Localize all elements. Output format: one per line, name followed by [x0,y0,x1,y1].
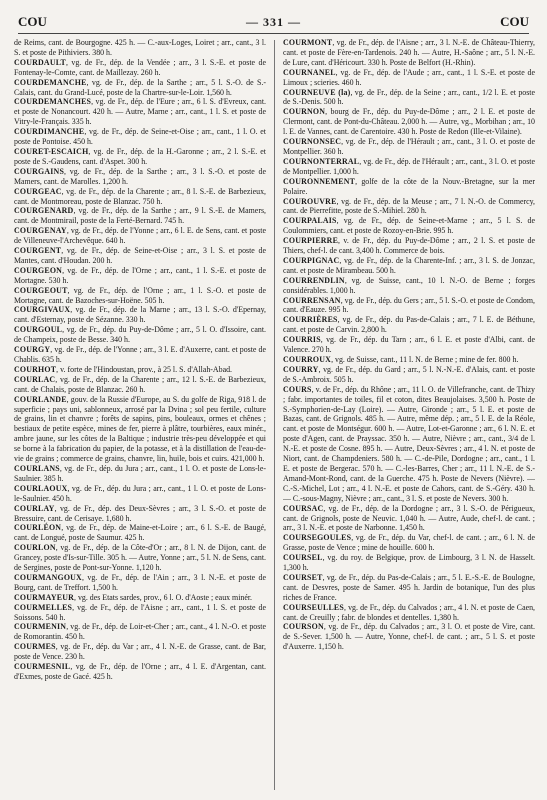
entry-text: , vg. de Fr., dép. de l'Aisne ; arr., cant., 1 l. S. et poste de Soissons. 540 h. [14,602,266,622]
dictionary-columns [14,38,535,792]
entry-text: , vg. de Fr., dép. de la Vendée ; arr., 3 l. S.-E. et poste de Fontenay-le-Comte, cant. de Maillezay. 260 h. [14,57,266,77]
entry-headword: COURLANS [14,463,60,473]
entry-text: , v. de Fr., dép. du Rhône ; arr., 11 l. O. de Villefranche, cant. de Thizy ; fabr. importantes de toiles, fil et coton, dites Beaujolaises. 3,500 h. Poste de S.-Symphorien-de-Lay (Loire). — Autre, Gironde ; arr., 5 l. E. et poste de Bazas, cant. de Grignols. 485 h. — Autre, même dép. ; arr., 5 l. E. de la Réole, cant. et poste de Montségur. 600 h. — Autre, Lot-et-Garonne ; arr., 6 l. N. E. et poste d'Agen, cant. de Prayssac. 350 h. — Autre, Nièvre ; arr., cant., 3/4 de l. N.-E. et poste de Cosne. 895 h. — Autre, Deux-Sèvres ; arr., 4 l. N. et poste de Niort, cant. de Champdeniers. 580 h. — C.-de-Pile, Dordogne ; arr., cant., 1 l. E. et poste de Bergerac. 570 h. — C.-les-Barres, Cher ; arr., 11 l. N.-E. de S.-Amand-Mont-Rond, cant. de la Guerche. 475 h. Poste de Nevers (Nièvre). — C.-S.-Michel, Lot ; arr., 4 l. N.-E. et poste de Cahors, cant. de S.-Géry. 430 h. — C.-sous-Magny, Nièvre ; arr., cant., 3 l. S. et poste de Nevers. 300 h. [283,384,535,503]
entry-text: , vg. de Fr., dép. de l'Aisne ; arr., 3 l. N.-E. de Château-Thierry, cant. et poste de Fère-en-Tardenois. 240 h. — Autre, H.-Saône ; arr., 5 l. N.-E. de Lure, cant. d'Héricourt. 330 h. Poste de Belfort (H.-Rhin). [283,38,535,67]
entry-headword: COURLON [14,543,56,553]
entry-text: , vg. de Fr., dép. de l'Ain ; arr., 3 l. N.-E. et poste de Bourg, cant. de Treffort. 1,500 h. [14,572,266,592]
entry-text: , vg. de Fr., dép. de Seine-et-Oise ; arr., cant., 1 l. O. et poste de Pontoise. 450 h. [14,127,266,147]
entry-text: , vg. de Fr., dép. du Jura ; arr., cant., 1 l. O. et poste de Lons-le-Saulnier. 385 h. [14,463,266,483]
entry-headword: COURET-ESCAICH [14,146,89,156]
entry-text: , vg. de Fr., dép. de la Charente ; arr., 8 l. S.-E. de Barbezieux, cant. de Montmoreau, poste de Blanzac. 750 h. [14,186,266,206]
entry-headword: COURNON [283,107,326,117]
dictionary-entry [14,286,266,306]
dictionary-entry [14,375,266,395]
dictionary-entry [14,127,266,147]
entry-text: , vg. de Fr., dép. de la Charente-Inf. ; arr., 3 l. S. de Jonzac, cant. et poste de Mirambeau. 500 h. [283,255,535,275]
entry-headword: COURDEMANCHES [14,97,92,107]
dictionary-entry [14,523,266,543]
entry-text: , bourg de Fr., dép. du Puy-de-Dôme ; arr., 2 l. E. et poste de Clermont, cant. de Pont-du-Château. 2,000 h. — Autre, vg., Morbihan ; arr., 10 l. E. de Vannes, cant. de Carentoire. 430 h. Poste de Redon (Ille-et-Vilaine). [283,107,535,137]
dictionary-entry [14,246,266,266]
entry-text: , vg. de Fr., dép. de la Sarthe ; arr., 3 l. S.-O. et poste de Mamers, cant. de Marolles. 1,200 h. [14,166,266,186]
entry-headword: COURPIGNAC [283,255,340,265]
entry-headword: COURMELLES [14,602,73,612]
entry-headword: COURS [283,384,312,394]
entry-headword: COURMENIN [14,622,67,632]
entry-headword: COURDAULT [14,57,66,67]
dictionary-entry [283,276,535,296]
dictionary-entry [283,38,535,68]
entry-text: , vg. de Fr., dép. de l'Hérault ; arr., cant., 3 l. O. et poste de Montpellier. 360 h. [283,137,535,156]
entry-headword: COURSET [283,572,323,582]
dictionary-entry [283,355,535,365]
dictionary-entry [283,177,535,197]
dictionary-entry [14,187,266,207]
entry-headword: COURLAC [14,374,56,384]
entry-headword: COUROUVRE [283,196,337,206]
entry-text: , vg. de Fr., dép. du Var, chef-l. de cant. ; arr., 6 l. N. de Grasse, poste de Vence ; mine de houille. 600 h. [283,533,535,553]
dictionary-entry [14,147,266,167]
dictionary-entry [14,642,266,662]
dictionary-entry [283,622,535,652]
entry-text: , vg. de Suisse, cant., 11 l. N. de Berne ; mine de fer. 800 h. [331,355,519,364]
dictionary-entry [14,266,266,286]
entry-headword: COURGAINS [14,166,65,176]
entry-headword: COURRY [283,364,319,374]
entry-text: , vg. de Fr., dép. de l'Orne ; arr., 1 l. S.-O. et poste de Mortagne, cant. de Bazoches-sur-Hoëne. 505 h. [14,285,266,305]
entry-text: , vg. de Fr., dép. de la Sarthe ; arr., 9 l. S.-E. de Mamers, cant. de Montmirail, poste de la Ferté-Bernard. 745 h. [14,206,266,226]
dictionary-entry [14,504,266,524]
dictionary-entry [14,325,266,345]
dictionary-entry [283,68,535,88]
dictionary-entry [14,662,266,682]
entry-text: , vg. de Fr., dép. de la Sarthe ; arr., 5 l. S.-O. de S.-Calais, cant. du Grand-Lucé, poste de la Chartre-sur-le-Loir. 1,560 h. [14,77,266,97]
entry-text: , vg. de Fr., dép. de la Seine ; arr., cant., 1/2 l. E. et poste de S.-Denis. 500 h. [283,87,535,107]
running-head-left: COU [18,14,47,29]
entry-headword: COURMAYEUR [14,592,75,602]
entry-text: , gouv. de la Russie d'Europe, au S. du golfe de Riga, 918 l. de superficie ; pays uni, sablonneux, arrosé par la Dvina ; sol peu fertile, culture de grains, lin et chanvre ; forêts de sapins, pins, bouleaux, ormes et chênes ; bestiaux de petite espèce, mines de fer, pierre à plâtre, tourbières, eaux minér., ambre jaune, sur les côtes de la Baltique ; industrie très-peu développée et qui se borne à la fabrication du papier, de la potasse, et à la distillation de l'eau-de-vie de grains ; commerce de grains, chanvre, lin, huile, bois et cuirs. 421,000 h. [14,394,266,464]
entry-headword: COURRENSAN [283,295,341,305]
dictionary-entry [14,593,266,603]
dictionary-entry [14,464,266,484]
entry-headword: COURONNEMENT [283,176,356,186]
entry-text: , vg. de Fr., dép. de l'Yonne ; arr., 3 l. E. d'Auxerre, cant. et poste de Chablis. 635 h. [14,345,266,364]
entry-headword: COURGIVAUX [14,305,71,315]
entry-text: , vg. de Fr., dép. de Maine-et-Loire ; arr., 6 l. S.-E. de Baugé, cant. de Longué, poste de Saumur. 425 h. [14,523,266,543]
dictionary-entry [14,226,266,246]
dictionary-entry [14,484,266,504]
entry-text: , vg. de Fr., dép. de Seine-et-Marne ; arr., 5 l. S. de Coulommiers, cant. et poste de Rozoy-en-Brie. 995 h. [283,216,535,236]
entry-text: , vg. de Fr., dép. de la Meuse ; arr., 7 l. N.-O. de Commercy, cant. de Pierrefitte, poste de S.-Mihiel. 280 h. [283,196,535,216]
entry-headword: COURLAOUX [14,483,68,493]
entry-text: , vg. de Fr., dép. du Calvados ; arr., 4 l. N. et poste de Caen, cant. de Creuilly ; fabr. de blondes et dentelles. 1,380 h. [283,602,535,622]
header-rule [18,33,529,34]
dictionary-entry [283,256,535,276]
entry-text: de Reims, cant. de Bourgogne. 425 h. — C.-aux-Loges, Loiret ; arr., cant., 3 l. S. et poste de Pithiviers. 380 h. [14,38,266,57]
dictionary-entry [283,88,535,108]
entry-headword: COURGEAC [14,186,62,196]
entry-text: , vg. de Fr., dép. de l'Aude ; arr., cant., 1 l. S.-E. et poste de Limoux ; scieries. 460 h. [283,67,535,87]
entry-text: , vg. de Fr., dép. de Seine-et-Oise ; arr., 3 l. S. et poste de Mantes, cant. d'Houdan. 200 h. [14,246,266,265]
entry-text: , vg. de Fr., dép. du Pas-de-Calais ; arr., 5 l. E.-S.-E. de Boulogne, cant. de Desvres, poste de Samer. 495 h. Jardin de botanique, l'un des plus riches de France. [283,572,535,602]
entry-headword: COURSEULLES [283,602,344,612]
entry-headword: COURMES [14,642,56,652]
column-divider [274,40,275,790]
entry-headword: COURSON [283,622,324,632]
entry-text: , golfe de la côte de la Nouv.-Bretagne, sur la mer Polaire. [283,176,535,196]
entry-headword: COURDIMANCHE [14,127,85,137]
entry-text: , vg. de Fr., dép. de la Marne ; arr., 13 l. S.-O. d'Epernay, cant. d'Esternay, poste de Sézanne. 330 h. [14,305,266,325]
dictionary-entry [283,365,535,385]
entry-headword: COURDEMANCHE [14,77,87,87]
dictionary-entry [14,573,266,593]
dictionary-entry [283,385,535,504]
dictionary-entry [283,553,535,573]
dictionary-entry [14,58,266,78]
entry-text: , vg. de Fr., dép. de l'Yonne ; arr., 6 l. E. de Sens, cant. et poste de Villeneuve-l'Archevêque. 640 h. [14,226,266,246]
entry-headword: COURMONT [283,38,333,47]
dictionary-entry [283,197,535,217]
dictionary-entry [14,206,266,226]
entry-headword: COURNANEL [283,67,336,77]
dictionary-entry [14,622,266,642]
entry-text: , vg. de Fr., dép. du Gard ; arr., 5 l. N.-N.-E. d'Alais, cant. et poste de S.-Ambroix. 505 h. [283,364,535,384]
right-column [283,38,535,792]
entry-text: , vg. de Fr., dép. de l'Hérault ; arr., cant., 3 l. O. et poste de Montpellier. 1,000 h. [283,156,535,176]
entry-headword: COURHOT [14,364,57,374]
dictionary-entry [283,107,535,137]
dictionary-entry [14,78,266,98]
entry-headword: COURMANGOUX [14,572,82,582]
entry-text: , vg. de Suisse, cant., 10 l. N.-O. de Berne ; forges considérables. 1,000 h. [283,275,535,295]
entry-text: , vg. du roy. de Belgique, prov. de Limbourg, 3 l. N. de Hasselt. 1,300 h. [283,553,535,573]
entry-text: , vg. de Fr., dép. du Tarn ; arr., 6 l. E. et poste d'Albi, cant. de Valence. 270 h. [283,335,535,355]
dictionary-entry [14,603,266,623]
entry-headword: COURNONTERRAL [283,156,360,166]
dictionary-entry [283,603,535,623]
dictionary-entry [283,315,535,335]
dictionary-entry [14,345,266,365]
entry-headword: COURPALAIS [283,216,337,226]
left-column [14,38,266,792]
entry-text: , vg. de Fr., dép. de l'Eure ; arr., 6 l. S. d'Evreux, cant. et poste de Nonancourt. 420 h. — Autre, Marne ; arr., cant., 1 l. S. et poste de Vitry-le-Français. 335 h. [14,97,266,127]
entry-text: , v. forte de l'Hindoustan, prov., à 25 l. S. d'Allah-Abad. [56,364,232,374]
entry-text: , vg. de Fr., dép. du Calvados ; arr., 3 l. O. et poste de Vire, cant. de S.-Sever. 1,500 h. — Autre, Yonne, chef-l. de cant. ; arr., 5 l. S. et poste d'Auxerre. 1,150 h. [283,622,535,652]
entry-text: , vg. de Fr., dép. du Jura ; arr., cant., 1 l. O. et poste de Lons-le-Saulnier. 450 h. [14,483,266,503]
dictionary-entry [14,167,266,187]
entry-headword: COURGENT [14,246,62,256]
entry-headword: COURRIS [283,335,321,345]
dictionary-entry [14,97,266,127]
entry-text: , vg. de Fr., dép. de la Charente ; arr., 12 l. S.-E. de Barbezieux, cant. de Chalais, poste de Blanzac. 260 h. [14,374,266,394]
entry-headword: COURGOUL [14,325,63,335]
entry-headword: COURGENARD [14,206,74,216]
entry-headword: COURRIÈRES [283,315,338,325]
dictionary-entry [14,38,266,58]
dictionary-entry [283,137,535,157]
entry-text: , vg. de Fr., dép. de la Dordogne ; arr., 3 l. S.-O. de Périgueux, cant. de Grignols, poste de Neuvic. 1,040 h. — Autre, Aude, chef-l. de cant. ; arr., 3 l. N.-E. et poste de Narbonne. 1,450 h. [283,503,535,533]
entry-headword: COURNONSEC [283,137,342,147]
entry-headword: COURSAC [283,503,324,513]
entry-headword: COURPIERRE [283,236,339,246]
entry-text: , vg. de Fr., dép. du Gers ; arr., 5 l. S.-O. et poste de Condom, cant. d'Eauze. 995 h. [283,295,535,315]
dictionary-entry [14,395,266,464]
dictionary-entry [14,365,266,375]
dictionary-entry [283,504,535,534]
page-header [18,14,529,30]
page-number: — 331 — [246,15,301,29]
entry-text: , vg. de Fr., dép. de la Côte-d'Or ; arr., 8 l. N. de Dijon, cant. de Grancey, poste d'Is-sur-Tille. 305 h. — Autre, Yonne ; arr., 5 l. N. de Sens, cant. de Sergines, poste de Pont-sur-Yonne. 1,120 h. [14,543,266,573]
dictionary-entry [283,573,535,603]
entry-text: , vg. de Fr., dép. de la H.-Garonne ; arr., 2 l. S.-E. et poste de S.-Gaudens, cant. d'Aspet. 300 h. [14,146,266,166]
entry-text: , vg. des Etats sardes, prov., 6 l. O. d'Aoste ; eaux minér. [74,592,252,602]
dictionary-entry [283,335,535,355]
entry-headword: COURGEON [14,265,63,275]
dictionary-entry [283,157,535,177]
dictionary-entry [283,533,535,553]
entry-headword: COURGY [14,345,51,355]
entry-headword: COURMESNIL [14,662,71,672]
entry-headword: COURLAY [14,503,55,513]
dictionary-entry [283,216,535,236]
entry-headword: COURSEGOULES [283,533,352,543]
dictionary-entry [283,236,535,256]
entry-headword: COURROUX [283,355,332,364]
running-head-right: COU [500,14,529,29]
entry-headword: COURRENDLIN [283,275,345,285]
dictionary-entry [283,296,535,316]
entry-text: , vg. de Fr., dép. des Deux-Sèvres ; arr., 3 l. S.-O. et poste de Bressuire, cant. de Cerisaye. 1,680 h. [14,503,266,523]
entry-text: , vg. de Fr., dép. du Puy-de-Dôme ; arr., 5 l. O. d'Issoire, cant. de Champeix, poste de Besse. 340 h. [14,325,266,345]
dictionary-entry [14,543,266,573]
entry-headword: COURGEOUT [14,285,68,295]
entry-text: , v. de Fr., dép. du Puy-de-Dôme ; arr., 2 l. S. et poste de Thiers, chef-l. de cant. 3,400 h. Commerce de bois. [283,236,535,256]
entry-headword: COURLÉON [14,523,62,533]
entry-text: , vg. de Fr., dép. de l'Orne ; arr., cant., 1 l. S.-E. et poste de Mortagne. 530 h. [14,265,266,285]
entry-headword: COURNEUVE (la) [283,87,351,97]
entry-text: , vg. de Fr., dép. du Var ; arr., 4 l. N.-E. de Grasse, cant. de Bar, poste de Vence. 230 h. [14,642,266,662]
entry-headword: COURSEL [283,553,323,563]
entry-text: , vg. de Fr., dép. du Pas-de-Calais ; arr., 7 l. E. de Béthune, cant. et poste de Carvin. 2,800 h. [283,315,535,335]
entry-text: , vg. de Fr., dép. de l'Orne ; arr., 4 l. E. d'Argentan, cant. d'Exmes, poste de Gacé. 425 h. [14,662,266,681]
dictionary-entry [14,305,266,325]
entry-headword: COURLANDE [14,394,67,404]
entry-headword: COURGENAY [14,226,67,236]
entry-text: , vg. de Fr., dép. de Loir-et-Cher ; arr., cant., 4 l. N.-O. et poste de Romorantin. 450 h. [14,622,266,642]
